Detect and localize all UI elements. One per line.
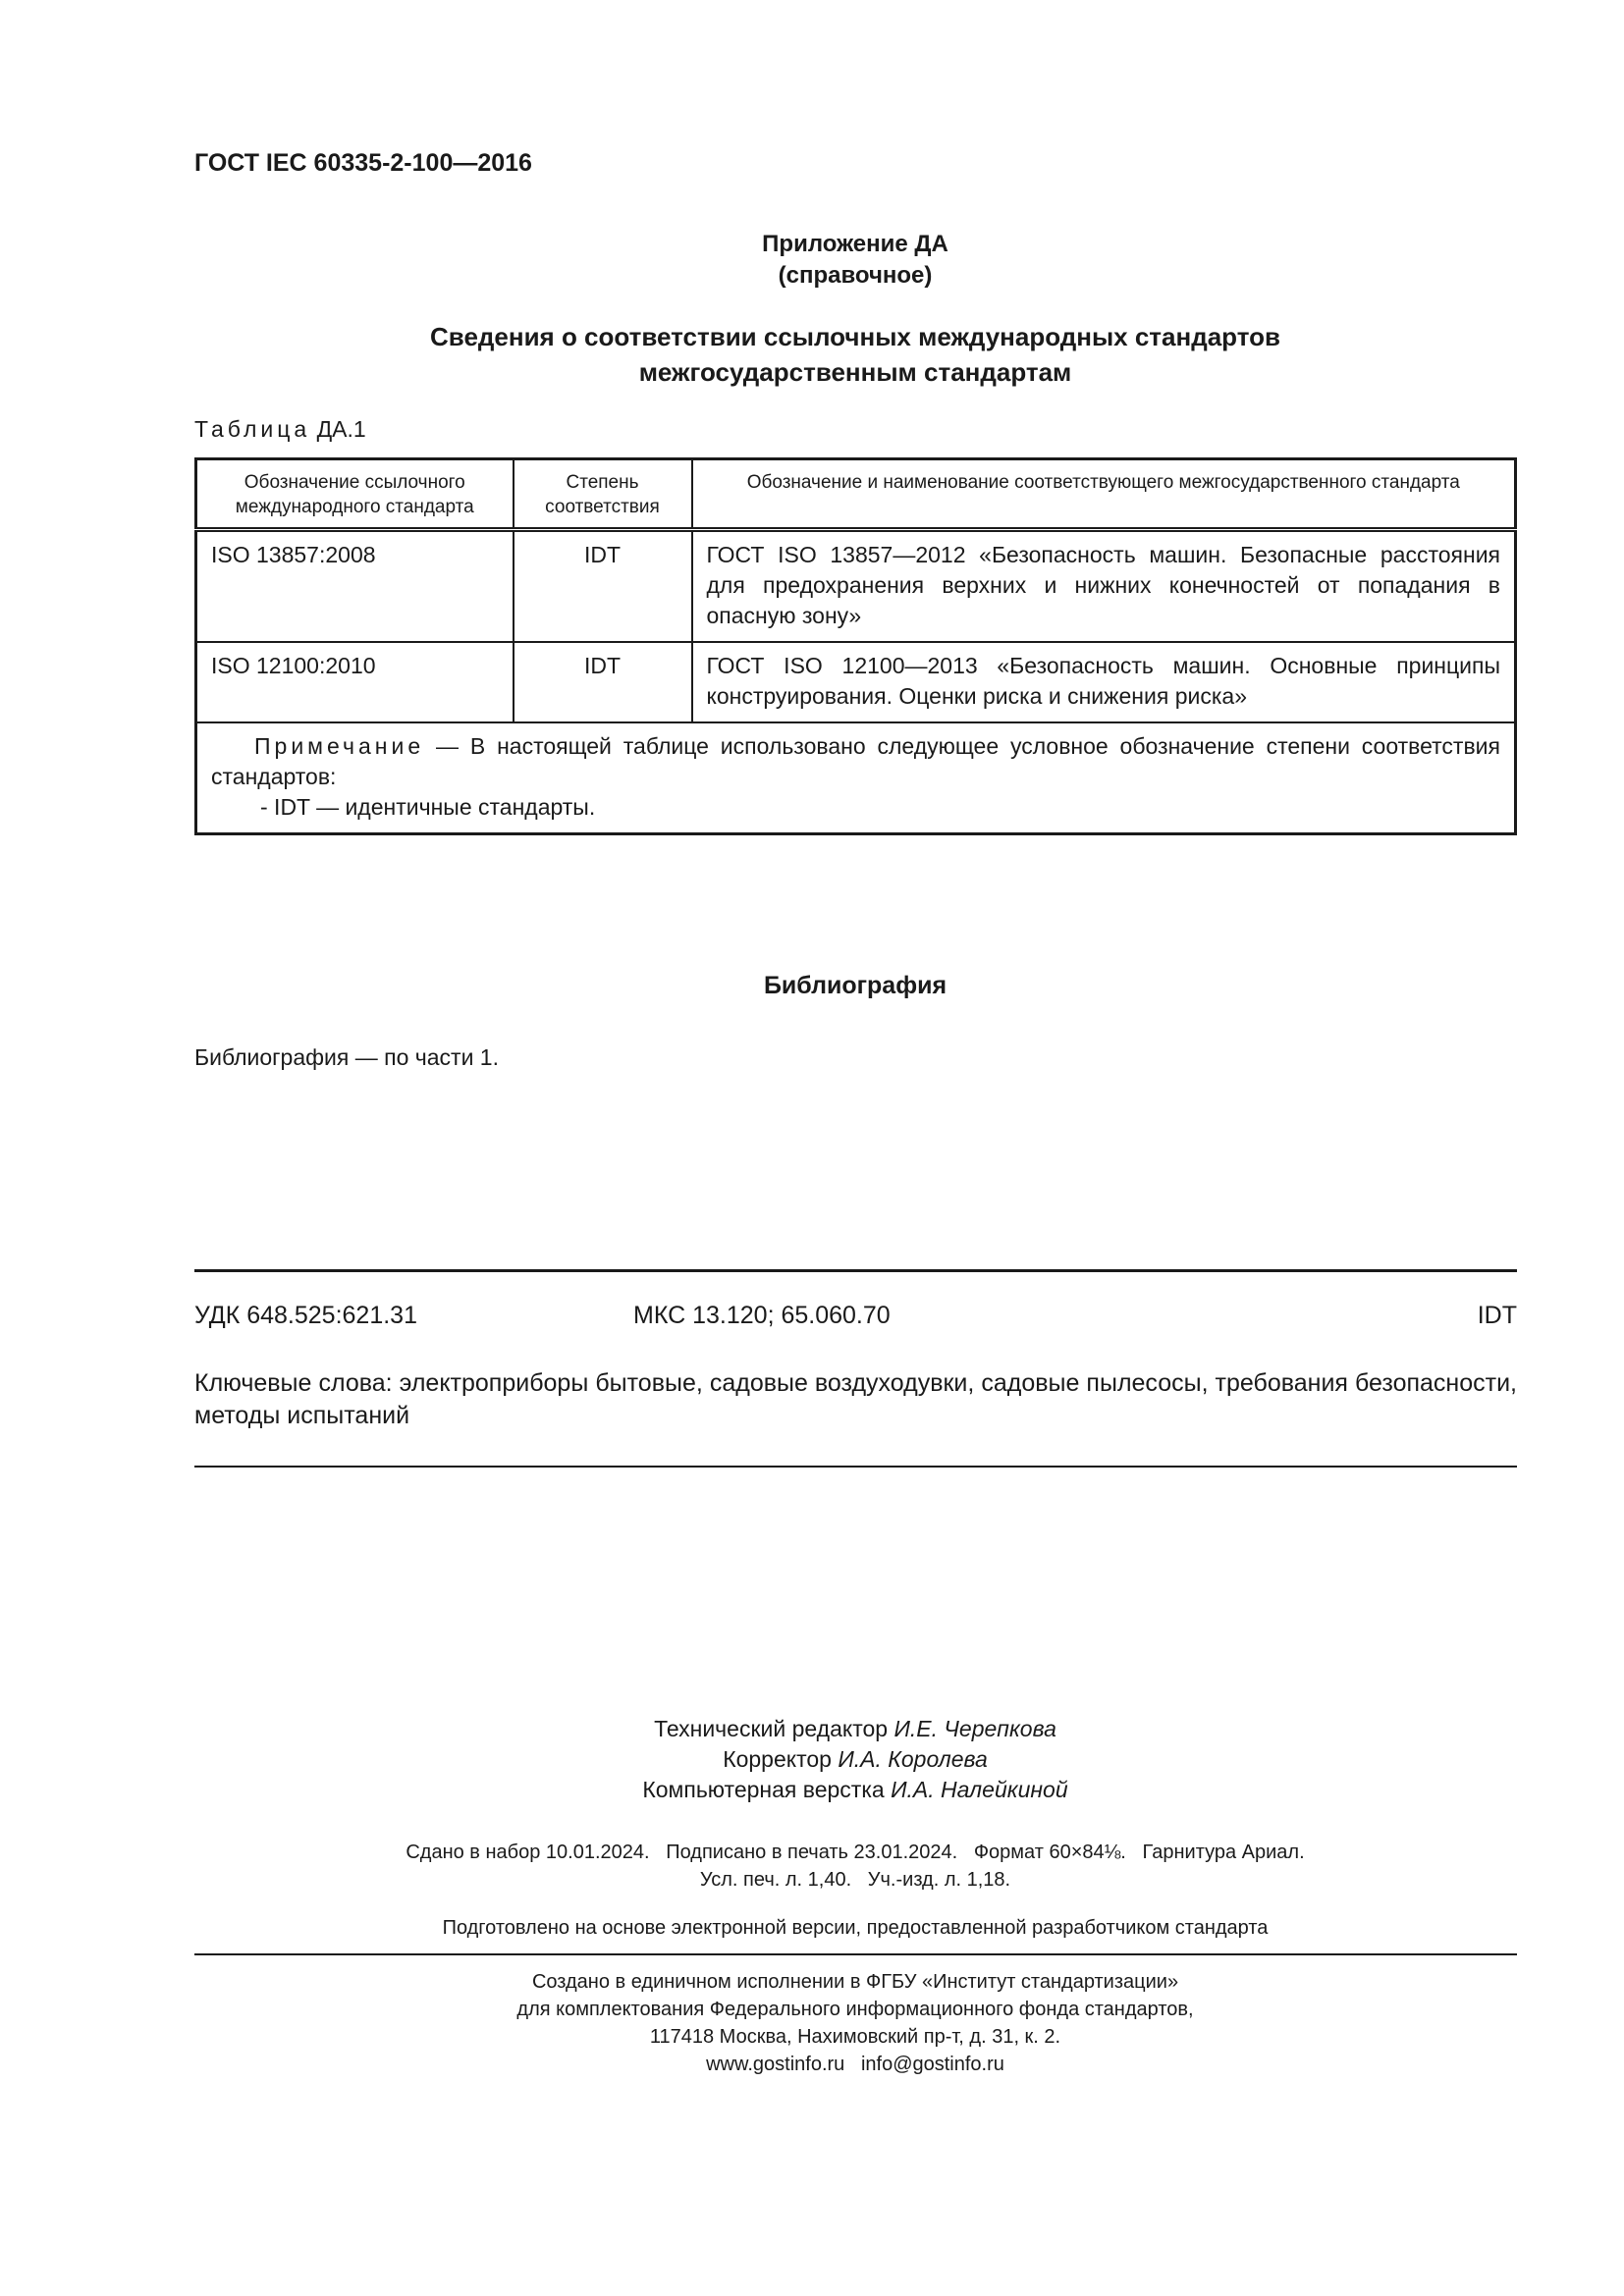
section-heading-line-2: межгосударственным стандартам	[638, 357, 1072, 387]
credit-name: И.А. Налейкиной	[891, 1777, 1068, 1802]
table-caption-number: ДА.1	[316, 416, 366, 442]
publication-info	[194, 1839, 1516, 1894]
table-note	[196, 722, 1516, 834]
divider-footer	[194, 1953, 1517, 1955]
table-header-row	[196, 459, 1516, 530]
note-item: - IDT — идентичные стандарты.	[260, 794, 596, 820]
document-code: ГОСТ IEC 60335-2-100—2016	[194, 149, 532, 177]
cell-reference: ISO 13857:2008	[196, 530, 514, 643]
column-header-reference: Обозначение ссылочного международного стандарта	[196, 459, 514, 530]
column-header-national: Обозначение и наименование соответствующего межгосударственного стандарта	[692, 459, 1516, 530]
footer	[194, 1968, 1516, 2078]
publication-line-2: Усл. печ. л. 1,40. Уч.-изд. л. 1,18.	[699, 1869, 1011, 1891]
footer-line-3: 117418 Москва, Нахимовский пр-т, д. 31, к. 2.	[649, 2026, 1061, 2048]
credit-name: И.Е. Черепкова	[893, 1716, 1056, 1741]
note-text: — В настоящей таблице использовано следующее условное обозначение степени соответствия стандартов:	[211, 733, 1500, 789]
table-row	[196, 530, 1516, 643]
divider-top	[194, 1269, 1517, 1272]
appendix-type: (справочное)	[778, 262, 933, 289]
publication-line-1: Сдано в набор 10.01.2024. Подписано в печать 23.01.2024. Формат 60×84⅛. Гарнитура Ариал.	[406, 1842, 1305, 1863]
mks-code: МКС 13.120; 65.060.70	[633, 1302, 891, 1329]
cell-degree: IDT	[514, 642, 692, 722]
prepared-note: Подготовлено на основе электронной версии, предоставленной разработчиком стандарта	[442, 1917, 1269, 1939]
table-row	[196, 642, 1516, 722]
footer-line-2: для комплектования Федерального информационного фонда стандартов,	[516, 1999, 1194, 2020]
credit-role: Корректор	[723, 1746, 832, 1772]
footer-line-4: www.gostinfo.ru info@gostinfo.ru	[706, 2054, 1004, 2075]
note-label: Примечание	[254, 733, 425, 759]
footer-line-1: Создано в единичном исполнении в ФГБУ «Институт стандартизации»	[531, 1971, 1179, 1993]
cell-national: ГОСТ ISO 12100—2013 «Безопасность машин. Основные принципы конструирования. Оценки риска и снижения риска»	[692, 642, 1516, 722]
table-caption-prefix: Таблица	[194, 416, 311, 442]
correspondence-table	[194, 457, 1517, 835]
credit-name: И.А. Королева	[838, 1746, 988, 1772]
bibliography-title: Библиография	[763, 972, 947, 999]
cell-degree: IDT	[514, 530, 692, 643]
credit-role: Компьютерная верстка	[642, 1777, 885, 1802]
degree-code: IDT	[1477, 1302, 1517, 1329]
section-heading	[194, 319, 1516, 390]
credits	[194, 1714, 1516, 1805]
credit-line	[194, 1714, 1516, 1744]
appendix-title	[194, 229, 1516, 292]
keywords: Ключевые слова: электроприборы бытовые, садовые воздуходувки, садовые пылесосы, требования безопасности, методы испытаний	[194, 1369, 1517, 1429]
appendix-label: Приложение ДА	[762, 231, 948, 257]
credit-line	[194, 1744, 1516, 1775]
credit-line	[194, 1775, 1516, 1805]
cell-reference: ISO 12100:2010	[196, 642, 514, 722]
udk-code: УДК 648.525:621.31	[194, 1302, 417, 1329]
column-header-degree: Степень соответствия	[514, 459, 692, 530]
table-note-row	[196, 722, 1516, 834]
section-heading-line-1: Сведения о соответствии ссылочных международных стандартов	[430, 322, 1280, 351]
credit-role: Технический редактор	[654, 1716, 889, 1741]
bibliography-text: Библиография — по части 1.	[194, 1044, 499, 1070]
table-caption	[194, 416, 366, 443]
cell-national: ГОСТ ISO 13857—2012 «Безопасность машин. Безопасные расстояния для предохранения верхних и нижних конечностей от попадания в опасную зону»	[692, 530, 1516, 643]
divider-keywords	[194, 1466, 1517, 1468]
